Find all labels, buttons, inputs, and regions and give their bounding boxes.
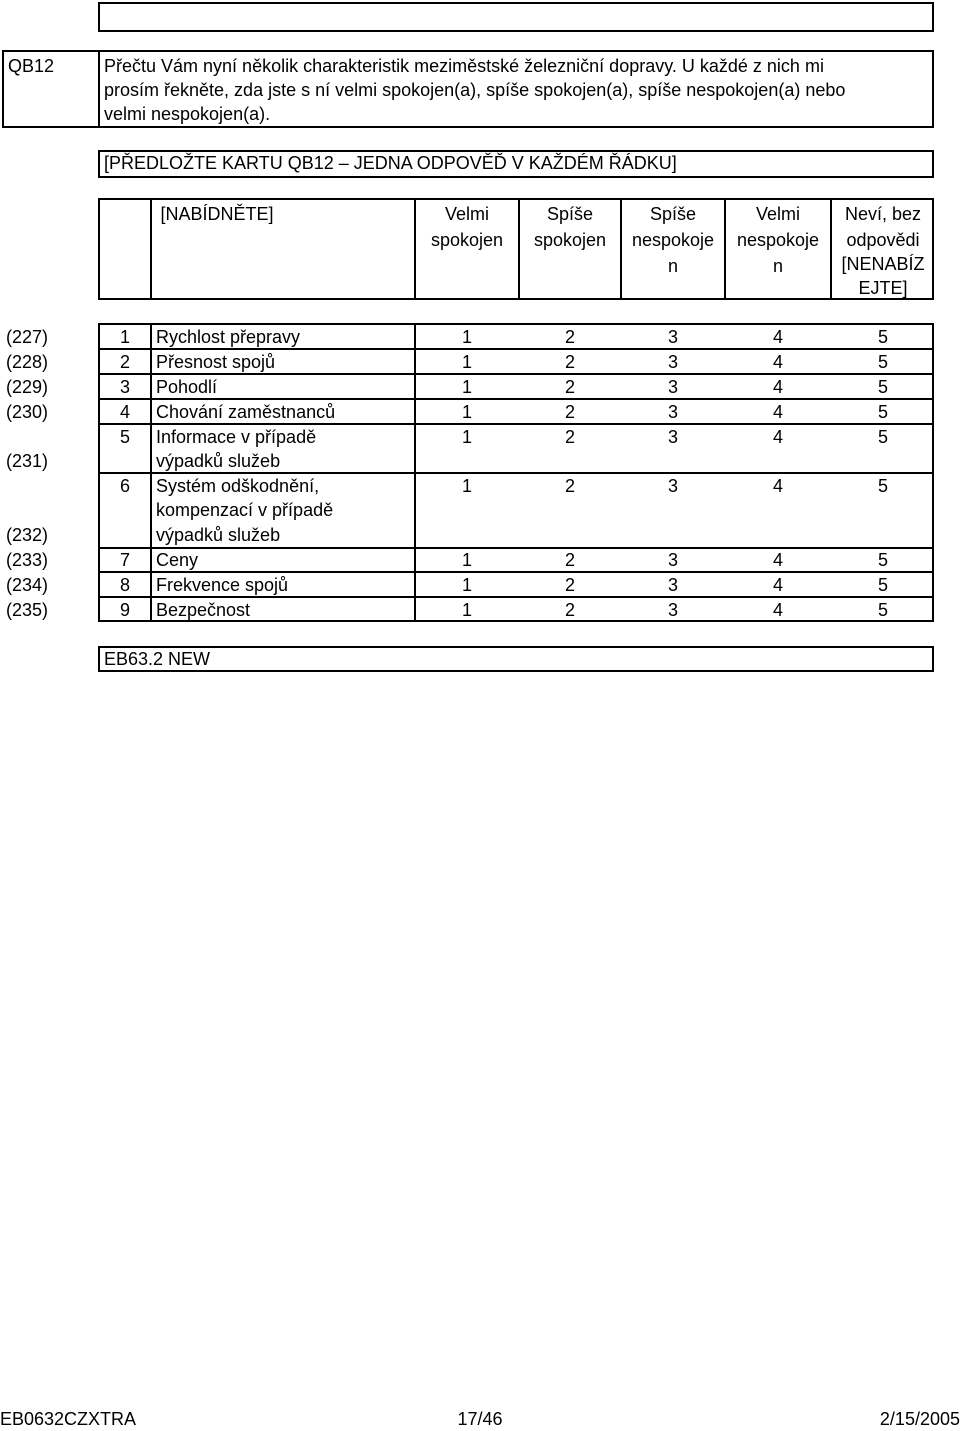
- row-label: Frekvence spojů: [156, 575, 289, 595]
- answer-code[interactable]: 5: [877, 402, 888, 422]
- header-scale-1-line-2: spokojen: [430, 230, 504, 250]
- answer-code[interactable]: 4: [772, 327, 783, 347]
- header-scale-4-line-3: n: [772, 256, 783, 276]
- answer-code[interactable]: 2: [564, 600, 575, 620]
- question-text-line-2: prosím řekněte, zda jste s ní velmi spokojen(a), spíše spokojen(a), spíše nespokojen(a) nebo: [104, 80, 846, 100]
- row-label: Systém odškodnění,: [156, 476, 320, 496]
- answer-code[interactable]: 3: [667, 327, 678, 347]
- header-scale-3-line-2: nespokoje: [631, 230, 715, 250]
- answer-code[interactable]: 4: [772, 575, 783, 595]
- row-id: (230): [6, 402, 49, 422]
- question-text-line-3: velmi nespokojen(a).: [104, 104, 271, 124]
- header-scale-5-line-4: EJTE]: [858, 278, 908, 298]
- header-scale-4-line-1: Velmi: [755, 204, 800, 224]
- question-code: QB12: [8, 56, 55, 76]
- answer-code[interactable]: 1: [461, 600, 472, 620]
- row-label: kompenzací v případě: [156, 500, 334, 520]
- row-id: (229): [6, 377, 49, 397]
- row-label: Chování zaměstnanců: [156, 402, 336, 422]
- answer-code[interactable]: 4: [772, 476, 783, 496]
- answer-code[interactable]: 5: [877, 377, 888, 397]
- row-id: (234): [6, 575, 49, 595]
- row-number: 1: [120, 327, 131, 347]
- header-scale-5-line-3: [NENABÍZ: [841, 254, 925, 274]
- row-id: (227): [6, 327, 49, 347]
- answer-code[interactable]: 1: [461, 476, 472, 496]
- answer-code[interactable]: 2: [564, 575, 575, 595]
- answer-code[interactable]: 3: [667, 476, 678, 496]
- header-scale-4-line-2: nespokoje: [736, 230, 820, 250]
- header-scale-2-line-2: spokojen: [533, 230, 607, 250]
- answer-code[interactable]: 3: [667, 550, 678, 570]
- answer-code[interactable]: 4: [772, 600, 783, 620]
- row-number: 7: [120, 550, 131, 570]
- question-text-line-1: Přečtu Vám nyní několik charakteristik meziměstské železniční dopravy. U každé z nich mi: [104, 56, 824, 76]
- answer-code[interactable]: 3: [667, 377, 678, 397]
- answer-code[interactable]: 1: [461, 575, 472, 595]
- answer-code[interactable]: 5: [877, 600, 888, 620]
- footer-document-code: EB0632CZXTRA: [0, 1409, 137, 1429]
- footer-date: 2/15/2005: [879, 1409, 960, 1429]
- row-label: Rychlost přepravy: [156, 327, 301, 347]
- answer-code[interactable]: 4: [772, 377, 783, 397]
- header-scale-5-line-2: odpovědi: [846, 230, 920, 250]
- answer-code[interactable]: 3: [667, 427, 678, 447]
- source-tag-box: [98, 646, 934, 672]
- answer-code[interactable]: 2: [564, 550, 575, 570]
- row-label: výpadků služeb: [156, 525, 281, 545]
- answer-code[interactable]: 5: [877, 550, 888, 570]
- row-label: výpadků služeb: [156, 451, 281, 471]
- answer-code[interactable]: 2: [564, 476, 575, 496]
- row-label: Bezpečnost: [156, 600, 251, 620]
- answer-code[interactable]: 4: [772, 402, 783, 422]
- answer-code[interactable]: 4: [772, 427, 783, 447]
- answer-code[interactable]: 5: [877, 427, 888, 447]
- answer-code[interactable]: 5: [877, 575, 888, 595]
- answer-code[interactable]: 3: [667, 402, 678, 422]
- header-scale-1-line-1: Velmi: [444, 204, 489, 224]
- row-number: 5: [120, 427, 131, 447]
- header-scale-2-line-1: Spíše: [546, 204, 594, 224]
- source-tag: EB63.2 NEW: [104, 649, 211, 669]
- answer-code[interactable]: 1: [461, 427, 472, 447]
- row-number: 8: [120, 575, 131, 595]
- answer-code[interactable]: 2: [564, 352, 575, 372]
- answer-code[interactable]: 2: [564, 402, 575, 422]
- answer-code[interactable]: 1: [461, 352, 472, 372]
- row-label: Přesnost spojů: [156, 352, 276, 372]
- header-scale-5-line-1: Neví, bez: [844, 204, 922, 224]
- row-id: (228): [6, 352, 49, 372]
- row-label: Ceny: [156, 550, 199, 570]
- top-empty-box: [98, 2, 934, 32]
- header-item-column: [NABÍDNĚTE]: [160, 204, 274, 224]
- question-divider: [98, 50, 100, 128]
- answer-code[interactable]: 3: [667, 575, 678, 595]
- instruction-text: [PŘEDLOŽTE KARTU QB12 – JEDNA ODPOVĚĎ V KAŽDÉM ŘÁDKU]: [104, 153, 677, 173]
- row-label: Informace v případě: [156, 427, 317, 447]
- footer-page-number: 17/46: [457, 1409, 503, 1429]
- row-id: (232): [6, 525, 49, 545]
- row-id: (233): [6, 550, 49, 570]
- header-scale-3-line-3: n: [667, 256, 678, 276]
- answer-code[interactable]: 2: [564, 427, 575, 447]
- row-number: 9: [120, 600, 131, 620]
- answer-code[interactable]: 4: [772, 550, 783, 570]
- answer-code[interactable]: 1: [461, 377, 472, 397]
- row-number: 3: [120, 377, 131, 397]
- answer-code[interactable]: 2: [564, 377, 575, 397]
- answer-code[interactable]: 1: [461, 327, 472, 347]
- answer-code[interactable]: 1: [461, 402, 472, 422]
- answer-code[interactable]: 3: [667, 600, 678, 620]
- answer-code[interactable]: 5: [877, 327, 888, 347]
- row-label: Pohodlí: [156, 377, 218, 397]
- row-number: 4: [120, 402, 131, 422]
- row-id: (235): [6, 600, 49, 620]
- answer-code[interactable]: 4: [772, 352, 783, 372]
- answer-code[interactable]: 1: [461, 550, 472, 570]
- row-number: 2: [120, 352, 131, 372]
- answer-code[interactable]: 2: [564, 327, 575, 347]
- answer-code[interactable]: 5: [877, 476, 888, 496]
- header-scale-3-line-1: Spíše: [649, 204, 697, 224]
- answer-code[interactable]: 5: [877, 352, 888, 372]
- row-number: 6: [120, 476, 131, 496]
- answer-code[interactable]: 3: [667, 352, 678, 372]
- row-id: (231): [6, 451, 49, 471]
